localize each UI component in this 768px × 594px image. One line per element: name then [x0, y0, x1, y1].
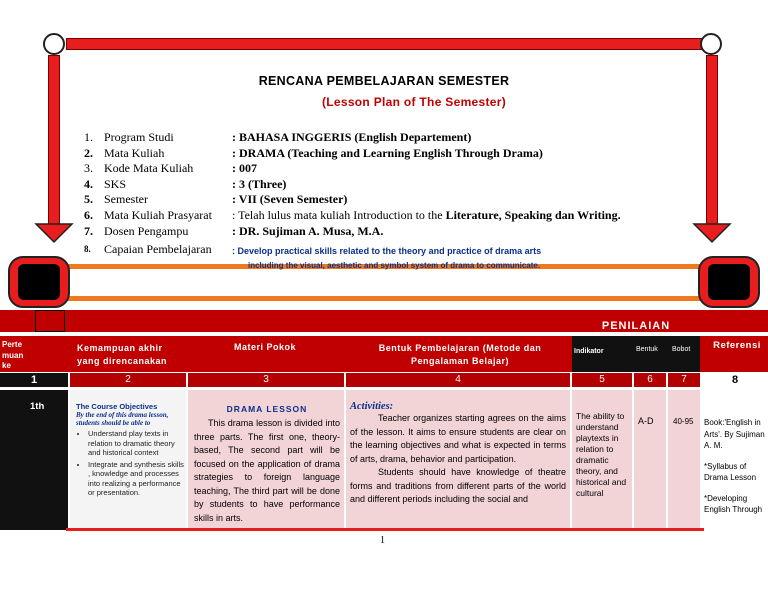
info-label: Semester [104, 192, 148, 207]
prerequisite-prefix: : Telah lulus mata kuliah Introduction to the [232, 207, 446, 222]
activities-cell [346, 390, 570, 530]
col-header-kemampuan: Kemampuan akhir yang direncanakan [77, 342, 185, 372]
col-header-bentuk-pembelajaran: Bentuk Pembelajaran (Metode dan Pengalaman Belajar) [378, 343, 542, 366]
right-arrow-down-icon [692, 222, 732, 244]
bottom-red-rule [66, 528, 704, 531]
info-label: Program Studi [104, 130, 174, 144]
col-number: 5 [572, 373, 632, 387]
reference-item: Book:'English in Arts'. By Sujiman A. M. [704, 418, 765, 450]
left-cap-ornament [8, 256, 70, 308]
info-label: Mata Kuliah [104, 145, 165, 160]
col-header-bentuk: Bentuk [636, 346, 658, 353]
right-cap-ornament [698, 256, 760, 308]
col-header-materi: Materi Pokok [233, 342, 297, 352]
info-value [232, 208, 621, 224]
bentuk-value: A-D [638, 416, 654, 426]
objectives-title: The Course Objectives [76, 402, 158, 411]
info-label: SKS [104, 176, 127, 191]
info-value: : BAHASA INGGERIS (English Departement) [232, 130, 472, 144]
page-subtitle: (Lesson Plan of The Semester) [321, 95, 507, 109]
col-header-indikator: Indikator [574, 348, 604, 355]
reference-item: *Syllabus of Drama Lesson [704, 461, 757, 482]
info-value: : DR. Sujiman A. Musa, M.A. [232, 223, 384, 238]
indikator-text: The ability to understand playtexts in relation to dramatic theory, and historical and cultural [576, 411, 627, 498]
col-header-bobot: Bobot [672, 346, 691, 353]
col-header-referensi: Referensi [713, 340, 761, 351]
bentuk-cell [634, 390, 666, 530]
info-value: : VII (Seven Semester) [232, 192, 348, 207]
col-number: 3 [188, 373, 344, 387]
objectives-cell [70, 390, 186, 530]
info-num: 7. [84, 223, 93, 238]
top-left-circle-ornament [43, 33, 65, 55]
indikator-cell [572, 390, 632, 530]
col-number: 8 [702, 373, 768, 387]
info-value: : 007 [232, 161, 257, 176]
left-arrow-down-icon [34, 222, 74, 244]
referensi-cell [702, 390, 768, 530]
objectives-intro: By the end of this drama lesson, students should be able to [76, 411, 169, 427]
orange-divider-bottom [66, 296, 706, 301]
penilaian-header: PENILAIAN [601, 320, 671, 332]
info-label: Dosen Pengampu [104, 223, 189, 238]
activities-paragraph-1: Teacher organizes starting agrees on the aims of the lesson. It aims to ensure students are clear on the learning objectives and what is expected in terms of arts, drama, behavior and participation. [350, 413, 566, 464]
bobot-value: 40-95 [673, 417, 694, 426]
achievement-continuation: including the visual, aesthetic and symbol system of drama to communicate. [248, 261, 541, 270]
info-label: Mata Kuliah Prasyarat [104, 207, 212, 222]
info-num: 2. [84, 145, 93, 160]
page-title: RENCANA PEMBELAJARAN SEMESTER [258, 74, 510, 88]
info-num: 4. [84, 176, 93, 191]
activities-title: Activities: [350, 401, 394, 412]
materi-cell [188, 390, 344, 530]
prerequisite-courses: Literature, Speaking dan Writing. [445, 207, 621, 222]
info-value: : DRAMA (Teaching and Learning English Through Drama) [232, 145, 543, 160]
info-label: Capaian Pembelajaran [104, 242, 212, 257]
reference-item: *Developing English Through [704, 493, 763, 514]
col-header-pertemuan: Perte muan ke [0, 338, 36, 372]
info-num: 5. [84, 192, 93, 207]
info-num: 8. [84, 244, 91, 255]
left-vertical-bar [48, 55, 60, 225]
page-number: 1 [380, 535, 385, 546]
activities-paragraph-2: Students should have knowledge of theatre forms and traditions from different parts of the world and different periods including the social and [350, 467, 566, 504]
bobot-cell [668, 390, 700, 530]
materi-title: DRAMA LESSON [226, 404, 308, 414]
objectives-list [76, 429, 186, 498]
objective-item: • Integrate and synthesis skills , knowledge and processes into realizing a performance or presentation. [88, 460, 186, 498]
right-vertical-bar [706, 55, 718, 225]
meeting-number: 1th [30, 401, 45, 412]
col-number: 7 [668, 373, 700, 387]
top-right-circle-ornament [700, 33, 722, 55]
col-number: 1 [0, 373, 68, 387]
top-red-bar [66, 38, 702, 50]
info-label: Kode Mata Kuliah [104, 161, 194, 176]
col-number: 6 [634, 373, 666, 387]
info-num: 6. [84, 207, 93, 222]
materi-text: This drama lesson is divided into three parts. The first one, theory-based, The second part will be focused on the application of drama strategies to foreign language teaching, The third part will be done by students to have performance skills in arts. [194, 418, 340, 523]
info-value: : Develop practical skills related to the theory and practice of drama arts [232, 246, 542, 257]
blank-box [35, 310, 65, 332]
info-num: 3. [84, 161, 93, 176]
objective-item: • Understand play texts in relation to dramatic theory and historical context [88, 429, 186, 458]
meeting-cell [0, 390, 68, 530]
info-num: 1. [84, 130, 93, 144]
col-number: 4 [346, 373, 570, 387]
col-number: 2 [70, 373, 186, 387]
info-value: : 3 (Three) [232, 176, 287, 191]
